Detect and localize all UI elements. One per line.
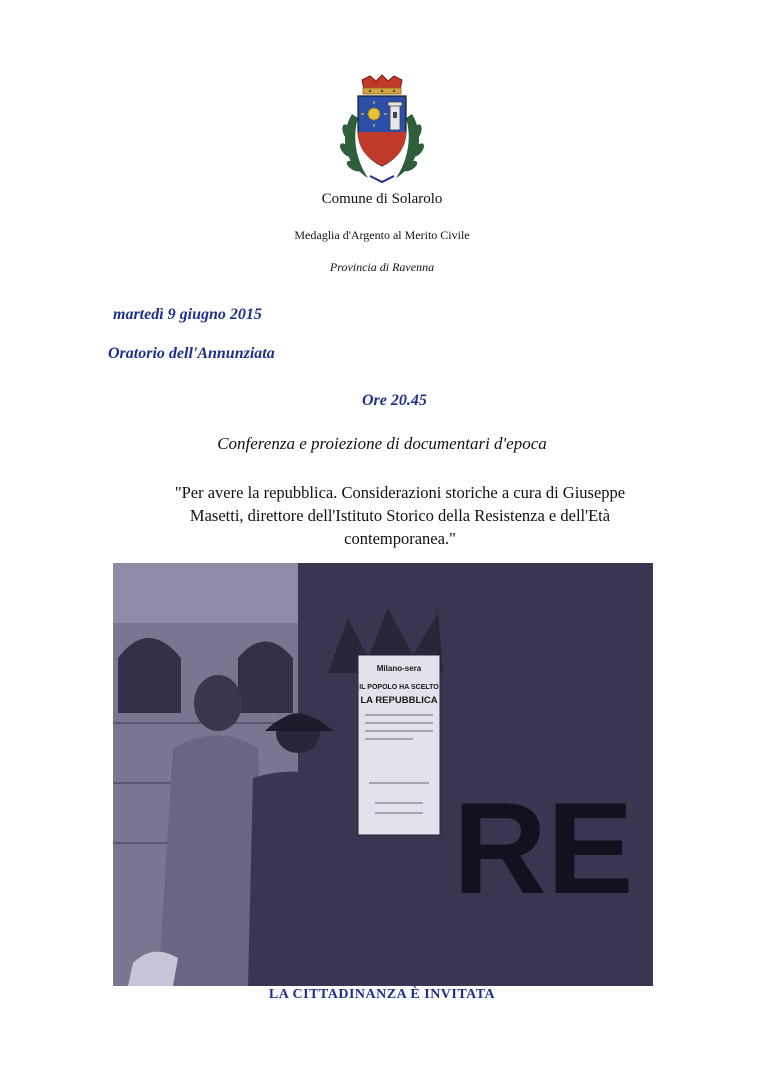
newspaper-headline-1: IL POPOLO HA SCELTO xyxy=(359,684,439,691)
wall-graffiti: RE xyxy=(453,775,634,921)
quote-line: contemporanea." xyxy=(344,529,456,548)
quote-line: "Per avere la repubblica. Considerazioni storiche a cura di Giuseppe xyxy=(174,483,626,502)
event-type: Conferenza e proiezione di documentari d'epoca xyxy=(217,434,547,453)
newspaper-headline-2: LA REPUBBLICA xyxy=(360,695,438,706)
event-time: Ore 20.45 xyxy=(362,392,427,409)
province-name: Provincia di Ravenna xyxy=(329,260,435,274)
newspaper-name: Milano-sera xyxy=(376,664,422,673)
newspaper-poster xyxy=(358,655,440,835)
municipality-name: Comune di Solarolo xyxy=(321,191,443,207)
conference-description xyxy=(120,481,680,550)
invitation-footer: LA CITTADINANZA È INVITATA xyxy=(268,987,496,1002)
quote-line: Masetti, direttore dell'Istituto Storico della Resistenza e dell'Età xyxy=(189,506,611,525)
coat-of-arms-logo xyxy=(330,74,434,186)
historical-photo xyxy=(113,563,653,986)
civil-merit-award: Medaglia d'Argento al Merito Civile xyxy=(294,228,470,242)
crown-icon xyxy=(362,75,402,94)
event-venue: Oratorio dell'Annunziata xyxy=(108,345,275,362)
event-date: martedì 9 giugno 2015 xyxy=(113,306,262,323)
shield-icon xyxy=(358,96,406,166)
